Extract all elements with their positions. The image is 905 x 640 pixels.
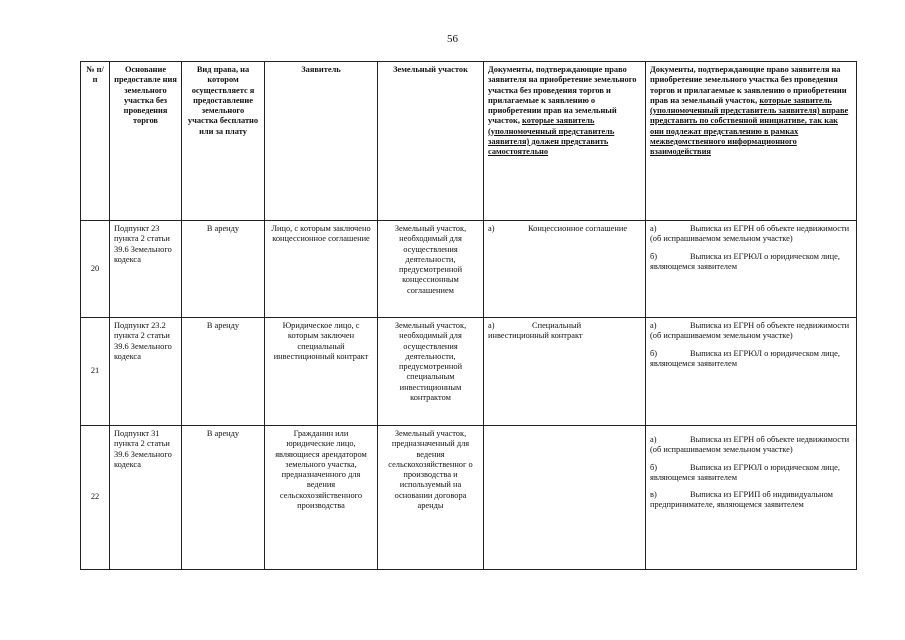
doc-text: Концессионное соглашение xyxy=(528,224,628,233)
header-land-plot: Земельный участок xyxy=(378,62,484,221)
row-number: 20 xyxy=(81,221,110,318)
doc-item xyxy=(650,252,852,273)
doc-marker: а) xyxy=(650,435,657,444)
doc-item xyxy=(650,435,852,456)
doc-marker: б) xyxy=(650,348,658,358)
doc-text: Выписка из ЕГРН об объекте недвижимости (об испрашиваемом земельном участке) xyxy=(650,321,850,341)
doc-item xyxy=(650,349,852,370)
doc-text: Выписка из ЕГРН об объекте недвижимости (об испрашиваемом земельном участке) xyxy=(650,435,850,455)
row-right-type: В аренду xyxy=(182,221,265,318)
doc-item xyxy=(650,490,852,511)
doc-marker: а) xyxy=(650,321,657,330)
doc-text: Выписка из ЕГРЮЛ о юридическом лице, являющемся заявителем xyxy=(650,251,840,271)
doc-marker: а) xyxy=(650,224,657,233)
header-applicant: Заявитель xyxy=(265,62,378,221)
doc-marker: а) xyxy=(488,321,495,330)
doc-marker: б) xyxy=(650,462,658,472)
doc-text: Выписка из ЕГРН об объекте недвижимости (об испрашиваемом земельном участке) xyxy=(650,224,850,244)
doc-marker: б) xyxy=(650,251,658,261)
land-provision-table xyxy=(80,61,857,570)
header-docs-interagency-underlined: которые заявитель (уполномоченный представитель заявителя) вправе представить по собственной инициативе, так как они подлежат представлению в рамках межведомственного информационного взаимодействия xyxy=(650,95,849,156)
header-basis: Основание предоставле ния земельного участка без проведения торгов xyxy=(110,62,182,221)
doc-text: Выписка из ЕГРЮЛ о юридическом лице, являющемся заявителем xyxy=(650,348,840,368)
row-basis: Подпункт 23 пункта 2 статьи 39.6 Земельного кодекса xyxy=(110,221,182,318)
row-applicant: Лицо, с которым заключено концессионное соглашение xyxy=(265,221,378,318)
row-number: 22 xyxy=(81,426,110,570)
header-num: № п/п xyxy=(81,62,110,221)
doc-item xyxy=(488,224,641,234)
row-right-type: В аренду xyxy=(182,318,265,426)
row-docs-interagency xyxy=(646,221,857,318)
doc-item xyxy=(488,321,641,342)
table-row xyxy=(81,426,857,570)
table-row xyxy=(81,221,857,318)
doc-text: Специальный инвестиционный контракт xyxy=(488,321,583,341)
doc-marker: в) xyxy=(650,490,657,499)
row-basis: Подпункт 31 пункта 2 статьи 39.6 Земельного кодекса xyxy=(110,426,182,570)
row-docs-interagency xyxy=(646,318,857,426)
row-basis: Подпункт 23.2 пункта 2 статьи 39.6 Земельного кодекса xyxy=(110,318,182,426)
row-docs-own xyxy=(484,221,646,318)
row-number: 21 xyxy=(81,318,110,426)
header-docs-interagency-text: Документы, подтверждающие право заявителя на приобретение земельного участка без проведения торгов и прилагаемые к заявлению о приобретении прав на земельный участок, xyxy=(650,65,847,105)
row-right-type: В аренду xyxy=(182,426,265,570)
row-land-plot: Земельный участок, необходимый для осуществления деятельности, предусмотренной концессионным соглашением xyxy=(378,221,484,318)
row-land-plot: Земельный участок, предназначенный для ведения сельскохозяйственног о производства и используемый на основании договора аренды xyxy=(378,426,484,570)
table-row xyxy=(81,318,857,426)
doc-marker: а) xyxy=(488,224,495,233)
doc-item xyxy=(650,224,852,245)
page-number: 56 xyxy=(447,33,458,45)
row-docs-own xyxy=(484,318,646,426)
doc-item xyxy=(650,321,852,342)
row-applicant: Юридическое лицо, с которым заключен специальный инвестиционный контракт xyxy=(265,318,378,426)
row-applicant: Гражданин или юридические лицо, являющиеся арендатором земельного участка, предназначенного для ведения сельскохозяйственного производства xyxy=(265,426,378,570)
header-docs-interagency xyxy=(646,62,857,221)
doc-text: Выписка из ЕГРЮЛ о юридическом лице, являющемся заявителем xyxy=(650,462,840,482)
row-land-plot: Земельный участок, необходимый для осуществления деятельности, предусмотренной специальным инвестиционным контрактом xyxy=(378,318,484,426)
header-right-type: Вид права, на котором осуществляетс я предоставление земельного участка бесплатно или за плату xyxy=(182,62,265,221)
doc-item xyxy=(650,463,852,484)
table-header-row xyxy=(81,62,857,221)
header-docs-own-text: Документы, подтверждающие право заявителя на приобретение земельного участка без проведения торгов и прилагаемые к заявлению о приобретении прав на земельный участок, xyxy=(488,65,637,126)
row-docs-interagency xyxy=(646,426,857,570)
row-docs-own xyxy=(484,426,646,570)
doc-text: Выписка из ЕГРИП об индивидуальном предпринимателе, являющемся заявителем xyxy=(650,490,833,510)
header-docs-own xyxy=(484,62,646,221)
header-docs-own-underlined: которые заявитель (уполномоченный представитель заявителя) должен представить самостоятельно xyxy=(488,116,615,156)
